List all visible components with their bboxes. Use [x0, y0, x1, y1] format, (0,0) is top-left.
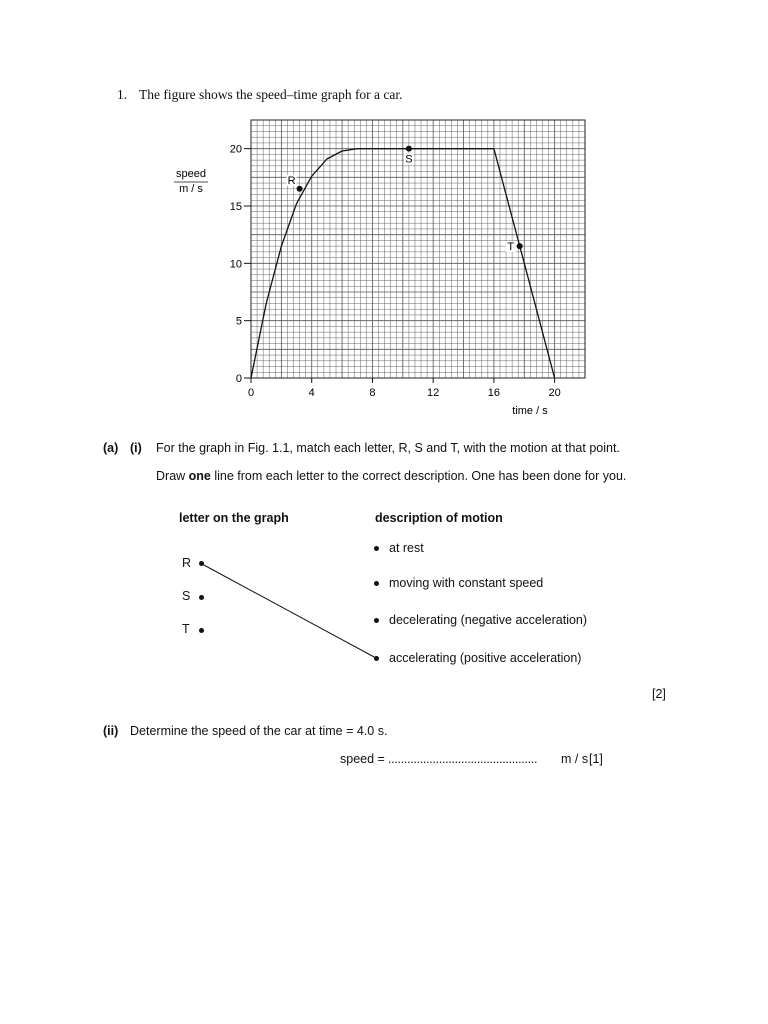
- instruction-2-start: Draw: [156, 469, 189, 483]
- answer-blank-line: ...............................................: [388, 752, 538, 766]
- answer-unit: m / s: [561, 752, 589, 766]
- x-tick-label: 8: [369, 387, 376, 399]
- x-axis-label: time / s: [512, 405, 548, 417]
- answer-speed-label: speed =: [340, 752, 385, 766]
- x-tick-label: 0: [247, 387, 255, 399]
- y-axis-label-top: speed: [176, 168, 206, 180]
- instruction-2-end: line from each letter to the correct description. One has been done for you.: [210, 469, 627, 483]
- letter-t: T: [182, 622, 190, 636]
- instruction-2-bold: one: [188, 469, 211, 483]
- point-s-label: S: [405, 153, 413, 166]
- x-tick-label: 16: [487, 387, 501, 399]
- match-line-r-to-accelerating: [202, 564, 376, 658]
- question-number: 1.: [117, 87, 128, 102]
- question-text: The figure shows the speed–time graph for a car.: [139, 87, 403, 102]
- desc-constant-speed: moving with constant speed: [389, 576, 544, 590]
- part-a-label: (a): [103, 441, 119, 455]
- point-t-label: T: [507, 241, 515, 254]
- x-tick-label: 12: [427, 387, 440, 399]
- y-tick-label: 0: [235, 373, 242, 385]
- part-ii-marks: [1]: [589, 752, 603, 766]
- x-tick-label: 20: [548, 387, 561, 399]
- desc-at-rest: at rest: [389, 541, 424, 555]
- letter-s: S: [182, 589, 191, 603]
- letter-column-heading: letter on the graph: [179, 511, 289, 525]
- y-tick-label: 15: [229, 201, 242, 213]
- part-a-marks: [2]: [652, 687, 666, 701]
- part-a-instruction-1: For the graph in Fig. 1.1, match each letter, R, S and T, with the motion at that point.: [156, 441, 620, 455]
- point-r-label: R: [287, 174, 296, 187]
- x-tick-label: 4: [308, 387, 315, 399]
- y-axis-label-unit: m / s: [179, 183, 203, 195]
- letter-r: R: [182, 556, 192, 570]
- y-tick-label: 10: [229, 258, 242, 271]
- part-a-i-label: (i): [130, 441, 142, 455]
- desc-decelerating: decelerating (negative acceleration): [389, 613, 588, 627]
- part-ii-label: (ii): [103, 724, 119, 738]
- desc-accelerating: accelerating (positive acceleration): [389, 651, 582, 665]
- part-ii-question: Determine the speed of the car at time = 4.0 s.: [130, 724, 388, 738]
- description-column-heading: description of motion: [375, 511, 503, 525]
- y-tick-label: 20: [229, 143, 242, 156]
- y-tick-label: 5: [235, 315, 242, 328]
